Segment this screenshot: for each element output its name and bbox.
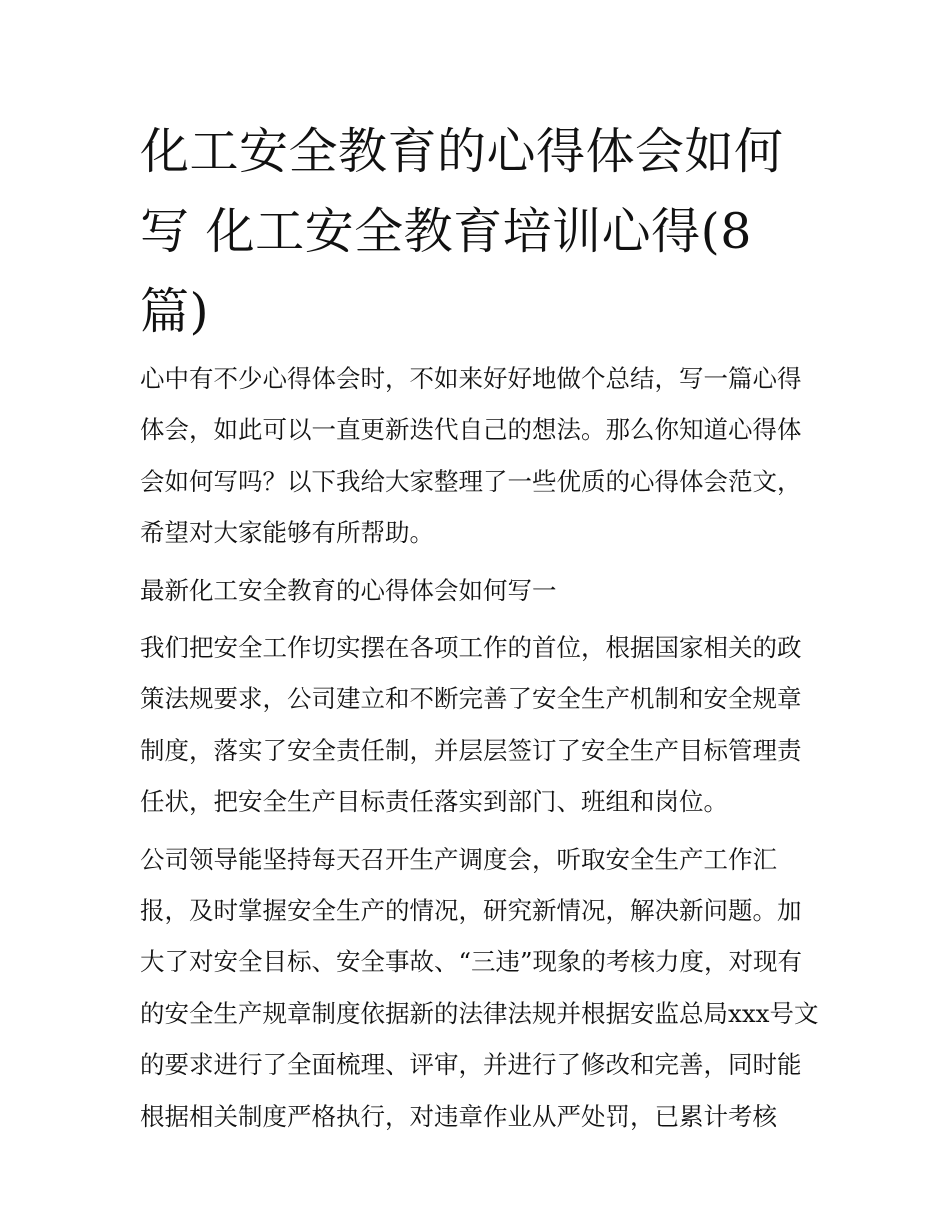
intro-paragraph: 心中有不少心得体会时，不如来好好地做个总结，写一篇心得体会，如此可以一直更新迭代自己的想法。那么你知道心得体会如何写吗？以下我给大家整理了一些优质的心得体会范文，希望对大家能够有所帮助。 (140, 364, 802, 548)
body-paragraph: 公司领导能坚持每天召开生产调度会，听取安全生产工作汇报，及时掌握安全生产的情况，研究新情况，解决新问题。加大了对安全目标、安全事故、“三违”现象的考核力度，对现有的安全生产规章制度依据新的法律法规并根据安监总局xxx号文的要求进行了全面梳理、评审，并进行了修改和完善，同时能根据相关制度严格执行，对违章作业从严处罚，已累计考核 (140, 844, 819, 1131)
section-heading: 最新化工安全教育的心得体会如何写一 (140, 575, 557, 605)
body-paragraph: 我们把安全工作切实摆在各项工作的首位，根据国家相关的政策法规要求，公司建立和不断完善了安全生产机制和安全规章制度，落实了安全责任制，并层层签订了安全生产目标管理责任状，把安全生产目标责任落实到部门、班组和岗位。 (140, 633, 802, 817)
document-body (140, 353, 820, 1148)
document-title: 化工安全教育的心得体会如何写 化工安全教育培训心得(8篇) (140, 123, 784, 340)
